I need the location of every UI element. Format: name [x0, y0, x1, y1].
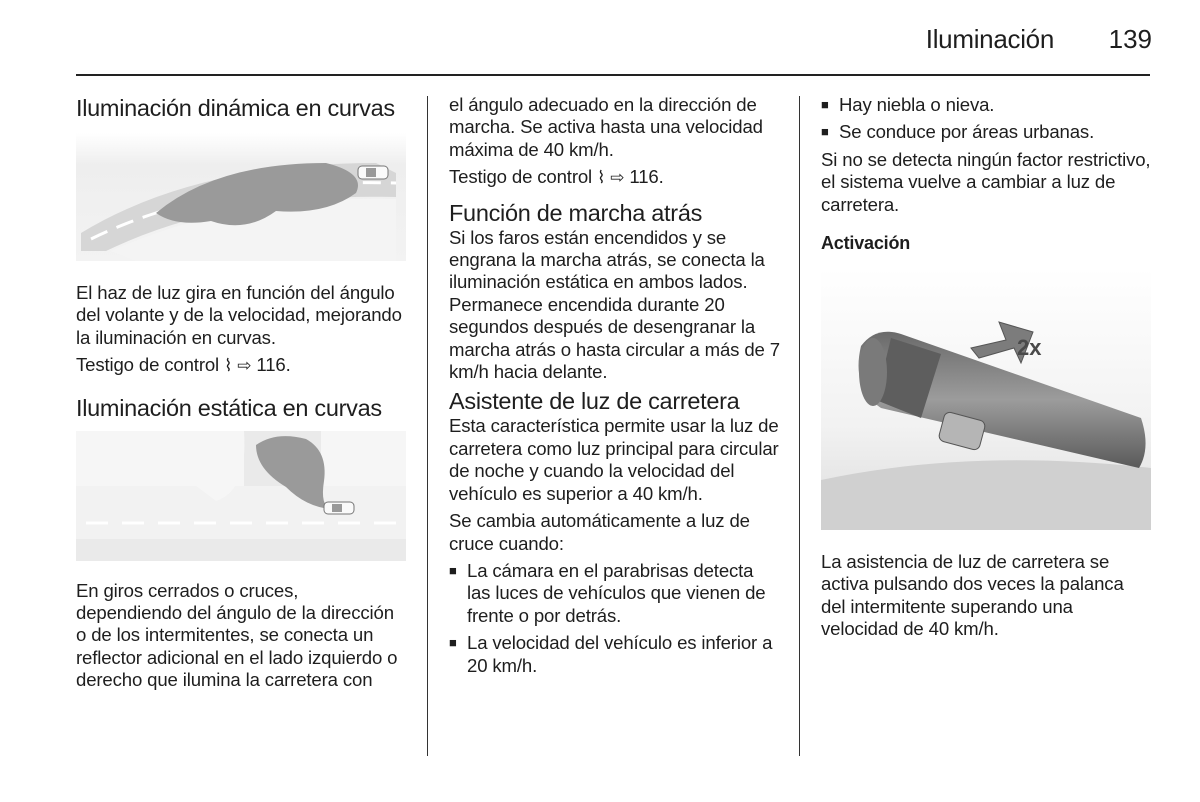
heading-high-beam-assist: Asistente de luz de carretera	[449, 388, 740, 415]
no-factor-text: Si no se detecta ningún factor restrictivo, el sistema vuelve a cambiar a luz de carretera.	[821, 148, 1151, 215]
page-reference[interactable]: 116.	[629, 166, 664, 188]
dynamic-bending-text: El haz de luz gira en función del ángulo del volante y de la velocidad, mejorando la iluminación en curvas.	[76, 282, 402, 348]
section-title: Iluminación	[925, 24, 1054, 54]
page-reference-arrow-icon: ⇨	[610, 168, 625, 188]
page-header	[0, 0, 1200, 80]
column-left	[76, 94, 406, 692]
dynamic-bending-figure	[76, 133, 406, 261]
conditions-list-continued	[821, 94, 1151, 144]
list-item: ■ La cámara en el parabrisas detecta las luces de vehículos que vienen de frente o por detrás.	[449, 560, 781, 627]
high-beam-assist-text: Esta característica permite usar la luz de carretera como luz principal para circular de noche y cuando la velocidad del vehículo es superior a 40 km/h.	[449, 415, 779, 504]
column-right	[821, 94, 1151, 641]
low-beam-conditions-list	[449, 560, 781, 677]
heading-static-bending: Iluminación estática en curvas	[76, 394, 382, 421]
static-bending-figure	[76, 431, 406, 561]
control-indicator-line: Testigo de control ⌇ ⇨ 116.	[76, 354, 291, 376]
activation-text: La asistencia de luz de carretera se activa pulsando dos veces la palanca del intermitente superando una velocidad de 40 km/h.	[821, 551, 1124, 640]
column-middle	[449, 94, 781, 677]
control-indicator-line: Testigo de control ⌇ ⇨ 116.	[449, 166, 664, 188]
low-beam-switch-text: Se cambia automáticamente a luz de cruce cuando:	[449, 510, 750, 554]
page-number: 139	[1108, 24, 1152, 54]
headlamp-icon: ⌇	[597, 168, 606, 188]
list-item: ■ La velocidad del vehículo es inferior a 20 km/h.	[449, 632, 781, 677]
double-press-label: 2x	[1017, 335, 1042, 361]
turn-signal-lever-figure	[821, 268, 1151, 530]
static-bending-continued: el ángulo adecuado en la dirección de marcha. Se activa hasta una velocidad máxima de 40 km/h.	[449, 94, 763, 160]
page-reference-arrow-icon: ⇨	[237, 356, 252, 376]
headlamp-icon: ⌇	[224, 356, 233, 376]
header-divider	[76, 74, 1150, 76]
reverse-function-text: Si los faros están encendidos y se engrana la marcha atrás, se conecta la iluminación estática en ambos lados. Permanece encendida durante 20 segundos después de desengranar la marcha atrás o hasta circular a más de 7 km/h hacia delante.	[449, 226, 780, 383]
heading-reverse-function: Función de marcha atrás	[449, 199, 703, 226]
heading-activation: Activación	[821, 233, 911, 254]
column-divider	[799, 96, 800, 756]
static-bending-text: En giros cerrados o cruces, dependiendo del ángulo de la dirección o de los intermitentes, se conecta un reflector adicional en el lado izquierdo o derecho que ilumina la carretera con	[76, 579, 398, 691]
list-item: ■ Hay niebla o nieva.	[821, 94, 1151, 116]
list-item: ■ Se conduce por áreas urbanas.	[821, 121, 1151, 143]
heading-dynamic-bending: Iluminación dinámica en curvas	[76, 95, 395, 121]
column-divider	[427, 96, 428, 756]
page-reference[interactable]: 116.	[256, 354, 291, 376]
